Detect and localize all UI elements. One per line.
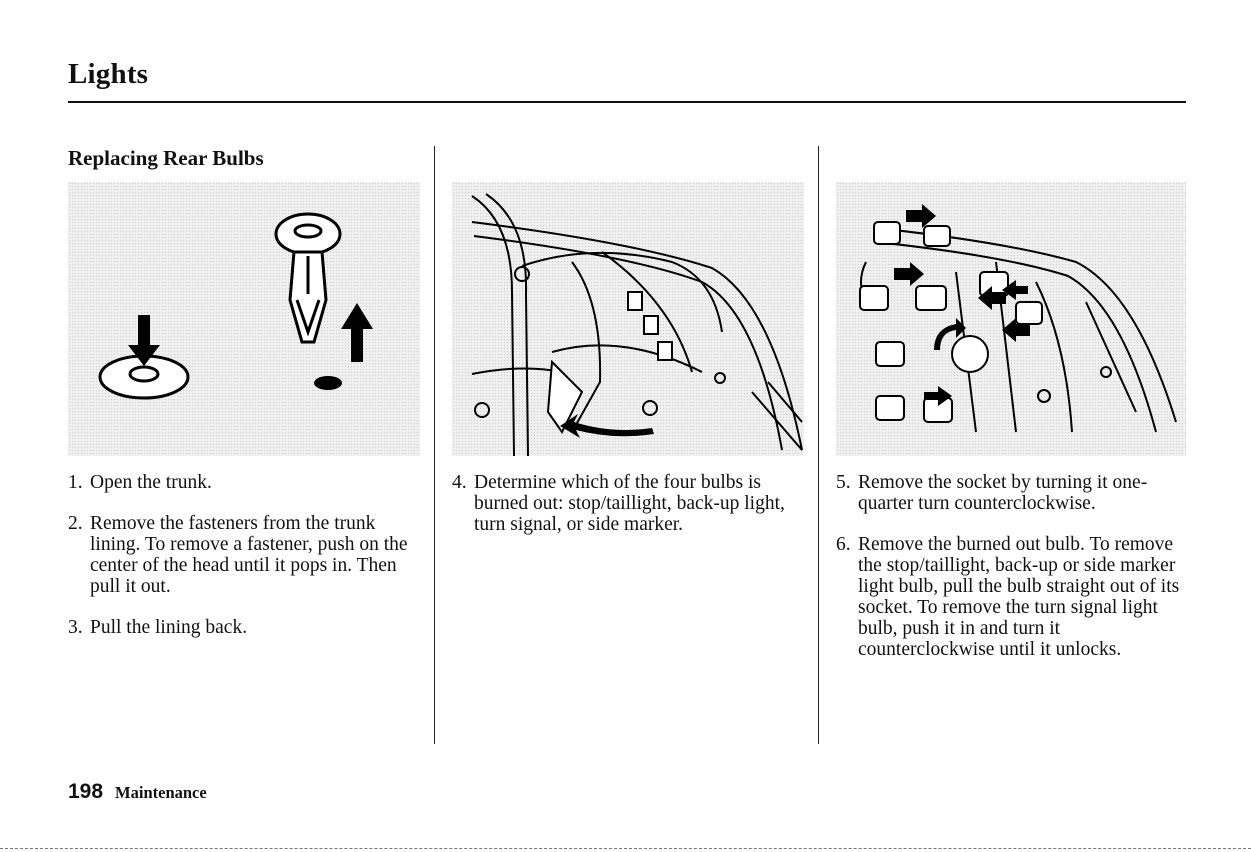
steps-column-1 — [68, 472, 424, 658]
steps-column-2 — [452, 472, 808, 555]
list-item — [836, 472, 1186, 514]
page-number: 198 — [68, 780, 104, 803]
section-heading: Replacing Rear Bulbs — [68, 146, 264, 170]
list-item — [68, 617, 424, 638]
footer-section-label: Maintenance — [115, 783, 207, 802]
page-footer — [68, 780, 207, 804]
step-number: 1. — [68, 472, 83, 493]
bulb-sockets-illustration — [836, 182, 1186, 456]
trunk-lining-illustration — [452, 182, 804, 456]
step-text: Open the trunk. — [90, 472, 212, 493]
list-item — [836, 534, 1186, 660]
page-bottom-edge — [0, 848, 1251, 849]
column-divider-2 — [818, 146, 819, 744]
list-item — [452, 472, 808, 535]
header-divider — [68, 101, 1186, 103]
list-item — [68, 513, 424, 597]
step-number: 6. — [836, 534, 851, 555]
step-text: Determine which of the four bulbs is burned out: stop/taillight, back-up light, turn signal, or side marker. — [474, 472, 785, 535]
page-title: Lights — [68, 58, 149, 90]
fastener-illustration — [68, 182, 420, 456]
list-item — [68, 472, 424, 493]
step-number: 4. — [452, 472, 467, 493]
step-number: 2. — [68, 513, 83, 534]
steps-column-3 — [836, 472, 1186, 680]
step-text: Remove the burned out bulb. To remove the stop/taillight, back-up or side marker light bulb, pull the bulb straight out of its socket. To remove the turn signal light bulb, push it in and turn it counterclockwise until it unlocks. — [858, 534, 1180, 660]
step-number: 5. — [836, 472, 851, 493]
column-divider-1 — [434, 146, 435, 744]
step-text: Remove the socket by turning it one-quarter turn counterclockwise. — [858, 472, 1148, 514]
step-number: 3. — [68, 617, 83, 638]
step-text: Pull the lining back. — [90, 617, 248, 638]
step-text: Remove the fasteners from the trunk lining. To remove a fastener, push on the center of the head until it pops in. Then pull it out. — [90, 513, 408, 597]
